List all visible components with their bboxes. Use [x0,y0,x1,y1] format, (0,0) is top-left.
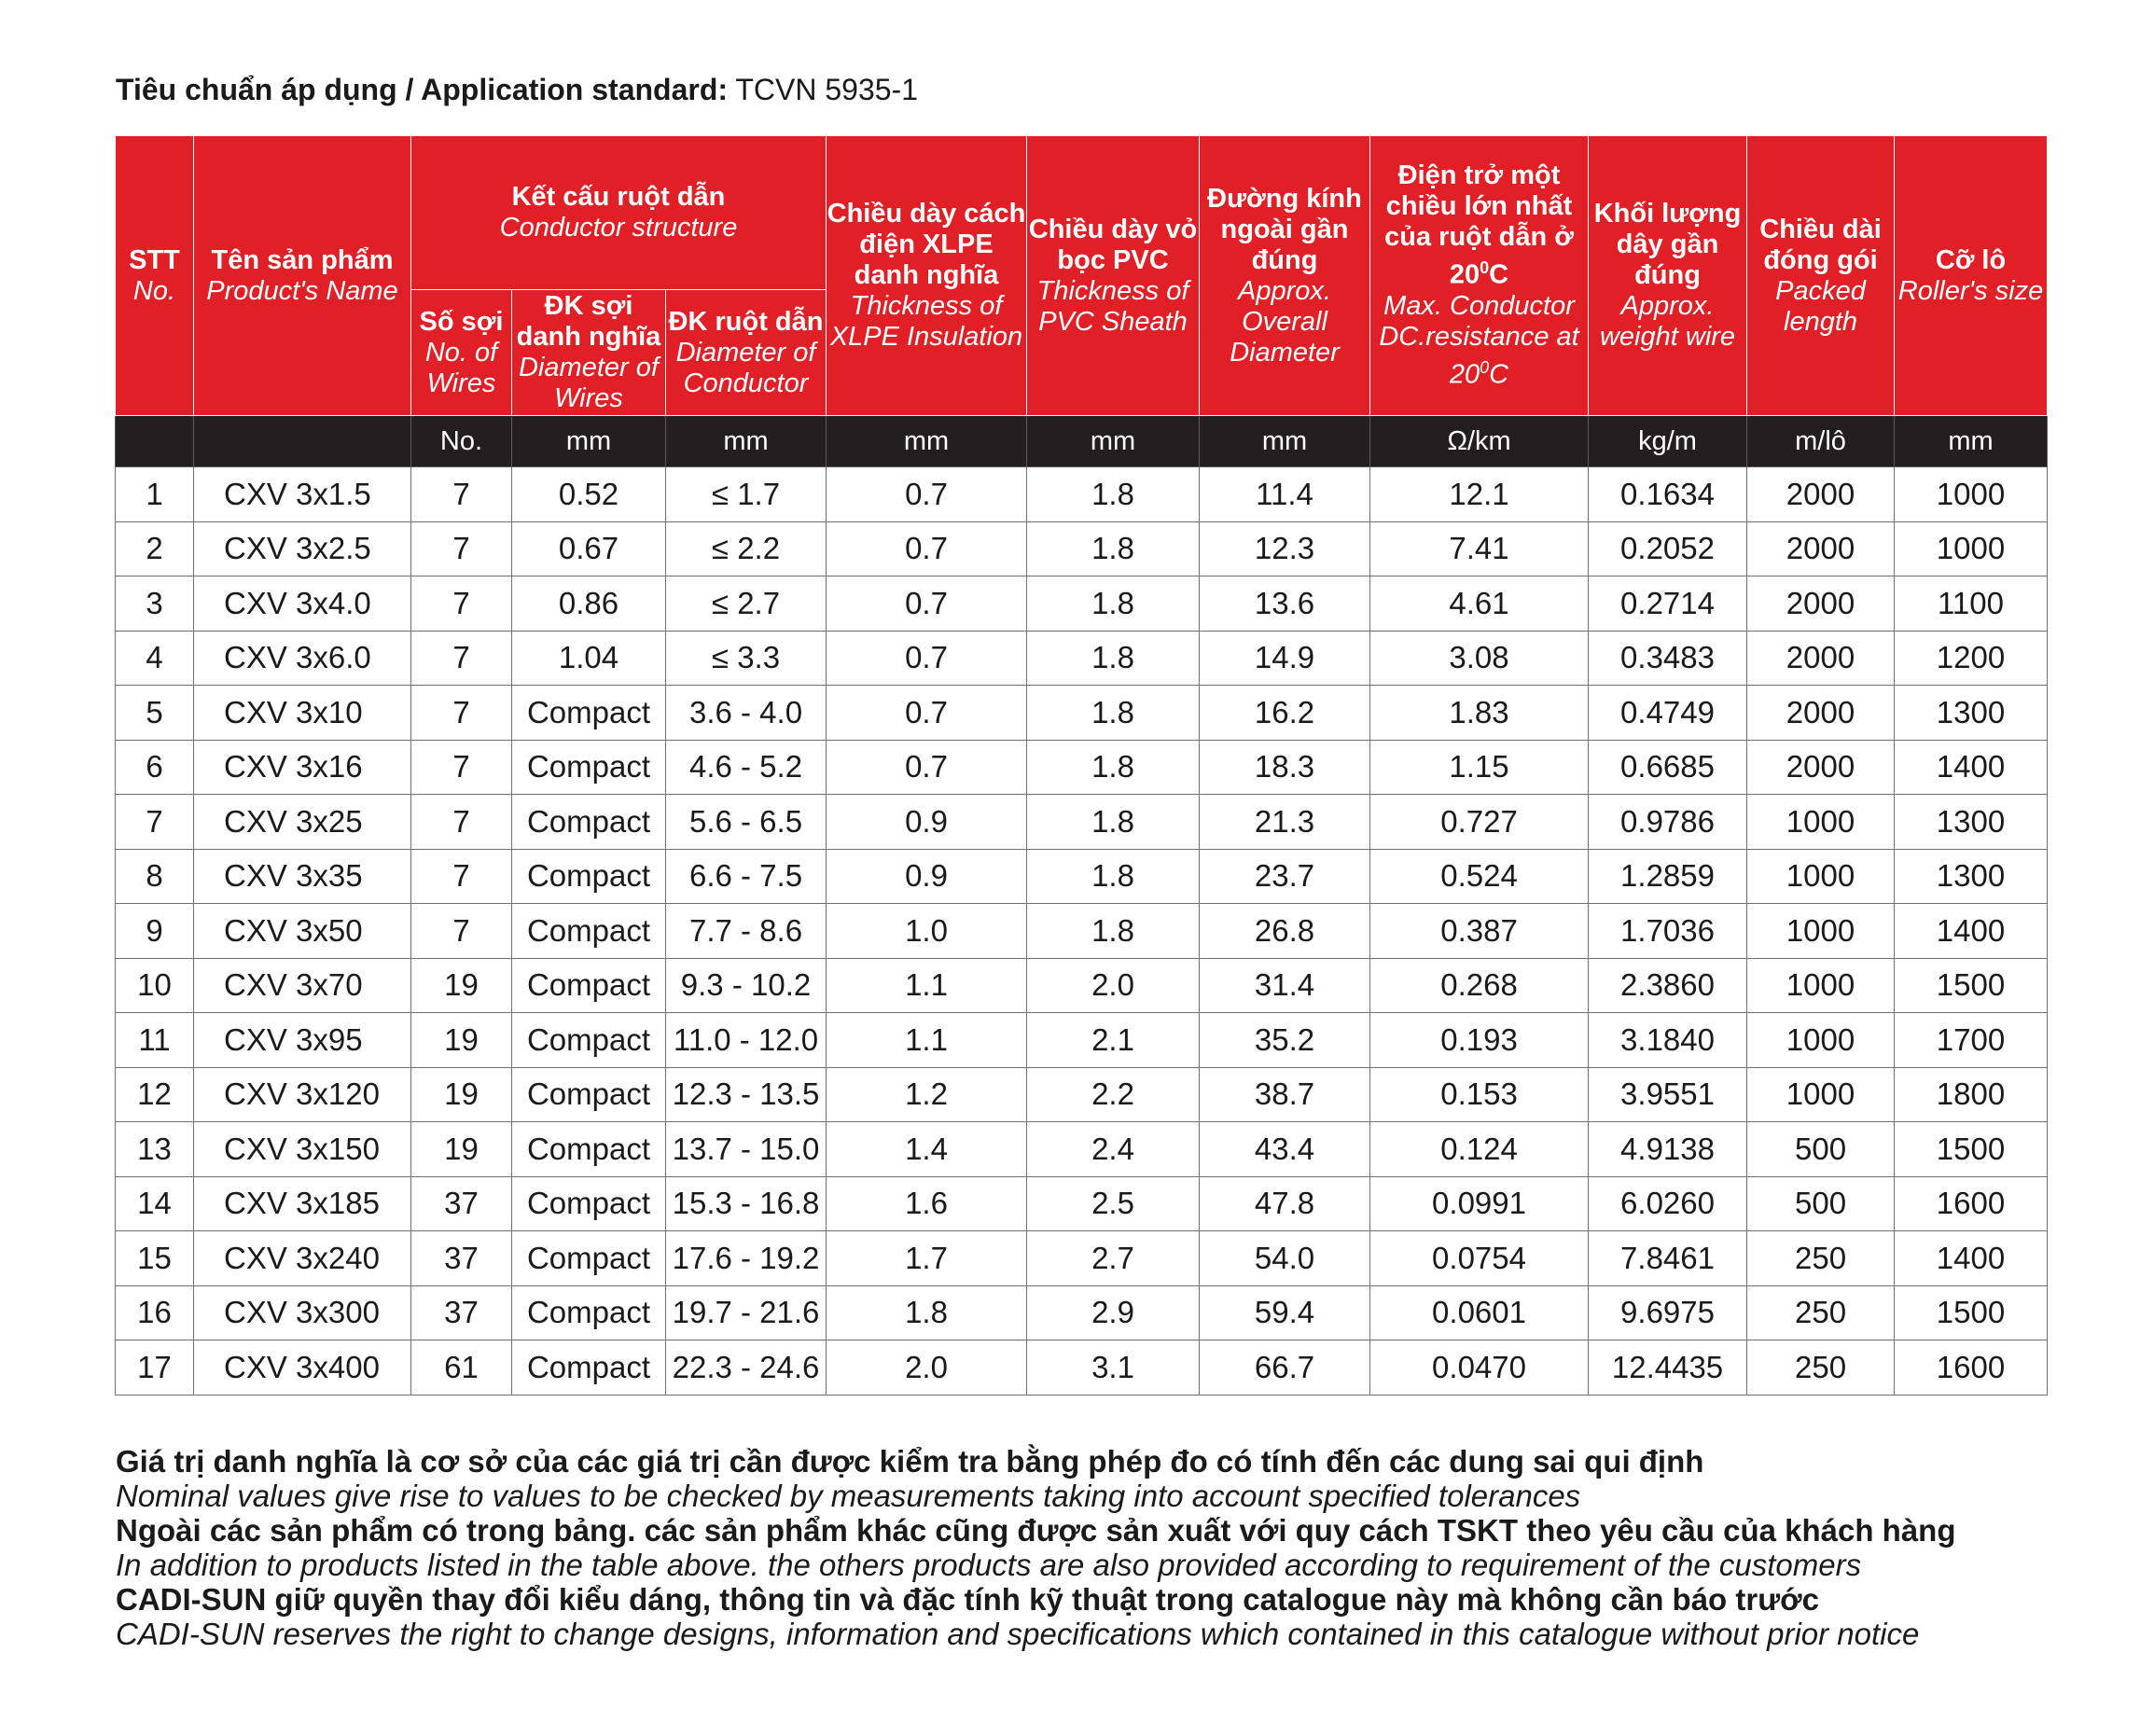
table-cell: 1.2 [827,1067,1027,1122]
table-cell: 7 [411,521,512,576]
table-cell: 7 [411,686,512,741]
table-cell: 66.7 [1200,1340,1370,1396]
product-name-cell: CXV 3x185 [194,1176,411,1231]
unit-cell: Ω/km [1370,416,1589,467]
unit-cell: mm [512,416,666,467]
table-cell: 21.3 [1200,795,1370,850]
product-name-cell: CXV 3x150 [194,1122,411,1177]
table-cell: 0.727 [1370,795,1589,850]
table-cell: 22.3 - 24.6 [666,1340,827,1396]
table-cell: 43.4 [1200,1122,1370,1177]
table-cell: 500 [1747,1122,1895,1177]
header-conductor-diameter: ĐK ruột dẫn Diameter of Conductor [666,290,827,416]
header-product-name: Tên sản phẩm Product's Name [194,136,411,416]
table-cell: 6.6 - 7.5 [666,849,827,904]
table-cell: 1.8 [1027,904,1200,959]
cable-spec-table [115,135,2048,1396]
table-cell: 1800 [1895,1067,2048,1122]
table-cell: 1000 [1895,467,2048,522]
table-cell: 2000 [1747,631,1895,686]
table-cell: 1.8 [1027,467,1200,522]
table-cell: 31.4 [1200,958,1370,1013]
table-cell: 500 [1747,1176,1895,1231]
table-cell: 7 [411,740,512,795]
header-weight: Khối lượng dây gần đúng Approx. weight wire [1589,136,1747,416]
product-name-cell: CXV 3x4.0 [194,576,411,632]
table-cell: Compact [512,1231,666,1286]
unit-cell: kg/m [1589,416,1747,467]
table-cell: 0.2714 [1589,576,1747,632]
table-cell: 1.1 [827,958,1027,1013]
table-cell: 6.0260 [1589,1176,1747,1231]
standard-value: TCVN 5935-1 [735,73,918,106]
table-cell: 0.124 [1370,1122,1589,1177]
table-cell: 15.3 - 16.8 [666,1176,827,1231]
table-cell: 1300 [1895,849,2048,904]
note-1-en: Nominal values give rise to values to be checked by measurements taking into account specified tolerances [116,1479,1581,1513]
table-cell: Compact [512,1122,666,1177]
table-cell: 1.6 [827,1176,1027,1231]
product-name-cell: CXV 3x1.5 [194,467,411,522]
table-cell: 17 [116,1340,194,1396]
table-cell: 0.52 [512,467,666,522]
table-cell: 0.268 [1370,958,1589,1013]
table-cell: 37 [411,1285,512,1340]
table-cell: Compact [512,904,666,959]
table-cell: 11.0 - 12.0 [666,1013,827,1068]
table-cell: 2.4 [1027,1122,1200,1177]
table-row [116,1176,2048,1231]
table-cell: 1000 [1747,904,1895,959]
unit-cell: mm [666,416,827,467]
note-2-vn: Ngoài các sản phẩm có trong bảng. các sản phẩm khác cũng được sản xuất với quy cách TSKT theo yêu cầu của khách hàng [116,1513,1956,1548]
table-cell: 19 [411,1067,512,1122]
table-cell: 5 [116,686,194,741]
table-cell: 1.8 [1027,576,1200,632]
table-cell: 0.2052 [1589,521,1747,576]
table-cell: 2 [116,521,194,576]
table-cell: 0.67 [512,521,666,576]
table-cell: 1.8 [1027,849,1200,904]
product-name-cell: CXV 3x10 [194,686,411,741]
table-cell: 1200 [1895,631,2048,686]
standard-label: Tiêu chuẩn áp dụng / Application standard: [116,73,729,106]
table-cell: 2.0 [827,1340,1027,1396]
table-cell: 4.6 - 5.2 [666,740,827,795]
table-cell: 2.9 [1027,1285,1200,1340]
table-cell: 1.8 [1027,686,1200,741]
table-cell: 250 [1747,1340,1895,1396]
table-cell: 1100 [1895,576,2048,632]
table-cell: 14 [116,1176,194,1231]
table-cell: 54.0 [1200,1231,1370,1286]
table-cell: 0.86 [512,576,666,632]
table-row [116,1067,2048,1122]
table-cell: 1.83 [1370,686,1589,741]
table-cell: 2000 [1747,686,1895,741]
table-row [116,1013,2048,1068]
table-cell: 4 [116,631,194,686]
product-name-cell: CXV 3x6.0 [194,631,411,686]
product-name-cell: CXV 3x50 [194,904,411,959]
table-cell: 0.9 [827,795,1027,850]
table-cell: Compact [512,1340,666,1396]
unit-cell: m/lô [1747,416,1895,467]
table-cell: 7 [411,849,512,904]
table-cell: 3.1 [1027,1340,1200,1396]
table-cell: 4.61 [1370,576,1589,632]
product-name-cell: CXV 3x2.5 [194,521,411,576]
table-cell: 3.9551 [1589,1067,1747,1122]
table-cell: 0.7 [827,740,1027,795]
unit-cell: mm [1027,416,1200,467]
table-cell: Compact [512,1285,666,1340]
table-cell: 4.9138 [1589,1122,1747,1177]
table-row [116,631,2048,686]
table-cell: 59.4 [1200,1285,1370,1340]
table-cell: 0.1634 [1589,467,1747,522]
table-cell: 1500 [1895,1122,2048,1177]
table-cell: 7 [411,795,512,850]
table-cell: 0.9786 [1589,795,1747,850]
table-row [116,795,2048,850]
unit-cell [116,416,194,467]
table-row [116,576,2048,632]
table-cell: 2000 [1747,740,1895,795]
table-cell: 7 [411,904,512,959]
unit-cell [194,416,411,467]
table-cell: 1000 [1895,521,2048,576]
table-cell: 0.7 [827,521,1027,576]
table-cell: 1.8 [1027,740,1200,795]
table-cell: 7 [411,576,512,632]
table-cell: 2000 [1747,576,1895,632]
table-cell: ≤ 2.2 [666,521,827,576]
table-cell: 7 [411,467,512,522]
table-row [116,521,2048,576]
header-sheath-thickness: Chiều dày vỏ bọc PVC Thickness of PVC Sheath [1027,136,1200,416]
table-cell: ≤ 2.7 [666,576,827,632]
table-cell: 0.0754 [1370,1231,1589,1286]
header-insulation-thickness: Chiều dày cách điện XLPE danh nghĩa Thickness of XLPE Insulation [827,136,1027,416]
table-row [116,686,2048,741]
product-name-cell: CXV 3x240 [194,1231,411,1286]
product-name-cell: CXV 3x300 [194,1285,411,1340]
table-cell: 0.524 [1370,849,1589,904]
unit-cell: mm [1895,416,2048,467]
table-cell: Compact [512,1013,666,1068]
table-cell: 1300 [1895,686,2048,741]
unit-cell: mm [1200,416,1370,467]
table-cell: 1000 [1747,1067,1895,1122]
table-cell: 2.3860 [1589,958,1747,1013]
product-name-cell: CXV 3x400 [194,1340,411,1396]
table-cell: 0.7 [827,686,1027,741]
table-cell: 3.1840 [1589,1013,1747,1068]
table-cell: 1000 [1747,849,1895,904]
table-row [116,904,2048,959]
table-cell: 1400 [1895,740,2048,795]
table-cell: 1.4 [827,1122,1027,1177]
note-3-en: CADI-SUN reserves the right to change designs, information and specifications which contained in this catalogue without prior notice [116,1617,1920,1651]
table-cell: 7.41 [1370,521,1589,576]
table-cell: 1.04 [512,631,666,686]
table-row [116,467,2048,522]
table-cell: 19 [411,1122,512,1177]
header-wires-count: Số sợi No. of Wires [411,290,512,416]
header-conductor-structure: Kết cấu ruột dẫn Conductor structure [411,136,827,290]
table-cell: 8 [116,849,194,904]
table-cell: Compact [512,958,666,1013]
table-cell: 0.153 [1370,1067,1589,1122]
table-cell: 15 [116,1231,194,1286]
note-3-vn: CADI-SUN giữ quyền thay đổi kiểu dáng, thông tin và đặc tính kỹ thuật trong catalogue này mà không cần báo trước [116,1582,1819,1617]
table-cell: 6 [116,740,194,795]
table-cell: 2000 [1747,521,1895,576]
table-cell: 1600 [1895,1176,2048,1231]
table-cell: 1.7 [827,1231,1027,1286]
table-cell: 38.7 [1200,1067,1370,1122]
table-cell: 1.7036 [1589,904,1747,959]
table-cell: 0.3483 [1589,631,1747,686]
product-name-cell: CXV 3x16 [194,740,411,795]
table-cell: 0.193 [1370,1013,1589,1068]
table-cell: 7.8461 [1589,1231,1747,1286]
table-row [116,1340,2048,1396]
table-cell: 1000 [1747,958,1895,1013]
table-cell: 2.2 [1027,1067,1200,1122]
table-cell: 18.3 [1200,740,1370,795]
table-cell: 0.4749 [1589,686,1747,741]
table-cell: 26.8 [1200,904,1370,959]
table-cell: 3.6 - 4.0 [666,686,827,741]
table-cell: 250 [1747,1285,1895,1340]
table-cell: 1.1 [827,1013,1027,1068]
footnotes [116,1444,1956,1651]
table-cell: 2.0 [1027,958,1200,1013]
table-cell: 0.0470 [1370,1340,1589,1396]
table-cell: 9 [116,904,194,959]
table-cell: 2000 [1747,467,1895,522]
table-cell: 12.4435 [1589,1340,1747,1396]
table-cell: 1.8 [1027,795,1200,850]
table-cell: 13 [116,1122,194,1177]
table-cell: Compact [512,1176,666,1231]
table-cell: 0.9 [827,849,1027,904]
table-cell: 5.6 - 6.5 [666,795,827,850]
product-name-cell: CXV 3x35 [194,849,411,904]
unit-cell: mm [827,416,1027,467]
table-cell: 0.387 [1370,904,1589,959]
header-roller-size: Cỡ lô Roller's size [1895,136,2048,416]
table-cell: 1600 [1895,1340,2048,1396]
table-cell: 1.2859 [1589,849,1747,904]
table-cell: Compact [512,686,666,741]
table-cell: 1700 [1895,1013,2048,1068]
table-cell: 61 [411,1340,512,1396]
table-cell: 12.1 [1370,467,1589,522]
table-cell: 1000 [1747,1013,1895,1068]
table-cell: 2.7 [1027,1231,1200,1286]
table-cell: 37 [411,1231,512,1286]
table-cell: 7.7 - 8.6 [666,904,827,959]
table-cell: 12.3 [1200,521,1370,576]
table-cell: ≤ 1.7 [666,467,827,522]
table-cell: 0.6685 [1589,740,1747,795]
table-cell: 1.8 [827,1285,1027,1340]
table-row [116,740,2048,795]
table-cell: 12 [116,1067,194,1122]
header-row-top [116,136,2048,290]
header-wire-diameter: ĐK sợi danh nghĩa Diameter of Wires [512,290,666,416]
table-cell: 1.15 [1370,740,1589,795]
table-cell: 7 [411,631,512,686]
table-cell: 1300 [1895,795,2048,850]
table-cell: 47.8 [1200,1176,1370,1231]
table-cell: Compact [512,1067,666,1122]
table-cell: 0.7 [827,467,1027,522]
table-cell: 16.2 [1200,686,1370,741]
table-cell: 11.4 [1200,467,1370,522]
table-cell: 1 [116,467,194,522]
table-cell: 10 [116,958,194,1013]
table-cell: 16 [116,1285,194,1340]
table-cell: 19 [411,1013,512,1068]
table-row [116,958,2048,1013]
table-cell: 1500 [1895,958,2048,1013]
table-cell: 17.6 - 19.2 [666,1231,827,1286]
table-cell: 1.8 [1027,521,1200,576]
table-cell: Compact [512,849,666,904]
table-cell: 250 [1747,1231,1895,1286]
table-cell: 9.6975 [1589,1285,1747,1340]
table-cell: 1400 [1895,904,2048,959]
table-cell: 1400 [1895,1231,2048,1286]
table-row [116,849,2048,904]
table-cell: 1000 [1747,795,1895,850]
table-cell: 7 [116,795,194,850]
product-name-cell: CXV 3x70 [194,958,411,1013]
header-overall-diameter: Đường kính ngoài gần đúng Approx. Overall Diameter [1200,136,1370,416]
table-cell: 9.3 - 10.2 [666,958,827,1013]
table-body [116,467,2048,1396]
table-row [116,1231,2048,1286]
table-cell: 14.9 [1200,631,1370,686]
table-cell: 0.7 [827,576,1027,632]
table-cell: 19 [411,958,512,1013]
header-dc-resistance: Điện trở một chiều lớn nhất của ruột dẫn ở $20^0C$ Max. Conductor DC.resistance at $20^0C$ [1370,136,1589,416]
application-standard [116,73,918,107]
table-cell: 3 [116,576,194,632]
table-cell: 1500 [1895,1285,2048,1340]
table-cell: 0.0601 [1370,1285,1589,1340]
table-cell: 13.6 [1200,576,1370,632]
table-cell: 12.3 - 13.5 [666,1067,827,1122]
product-name-cell: CXV 3x95 [194,1013,411,1068]
header-stt: STT No. [116,136,194,416]
header-packed-length: Chiều dài đóng gói Packed length [1747,136,1895,416]
note-1-vn: Giá trị danh nghĩa là cơ sở của các giá trị cần được kiểm tra bằng phép đo có tính đến các dung sai qui định [116,1444,1704,1479]
table-cell: 23.7 [1200,849,1370,904]
table-cell: 2.5 [1027,1176,1200,1231]
table-cell: 37 [411,1176,512,1231]
units-row [116,416,2048,467]
table-cell: 11 [116,1013,194,1068]
table-cell: 19.7 - 21.6 [666,1285,827,1340]
table-cell: 1.8 [1027,631,1200,686]
product-name-cell: CXV 3x120 [194,1067,411,1122]
note-2-en: In addition to products listed in the table above. the others products are also provided according to requirement of the customers [116,1548,1862,1582]
table-cell: 13.7 - 15.0 [666,1122,827,1177]
table-cell: 2.1 [1027,1013,1200,1068]
table-cell: 35.2 [1200,1013,1370,1068]
table-cell: Compact [512,795,666,850]
table-cell: 0.7 [827,631,1027,686]
table-row [116,1122,2048,1177]
table-cell: 0.0991 [1370,1176,1589,1231]
table-cell: ≤ 3.3 [666,631,827,686]
table-row [116,1285,2048,1340]
table-cell: 1.0 [827,904,1027,959]
table-cell: 3.08 [1370,631,1589,686]
unit-cell: No. [411,416,512,467]
product-name-cell: CXV 3x25 [194,795,411,850]
table-cell: Compact [512,740,666,795]
